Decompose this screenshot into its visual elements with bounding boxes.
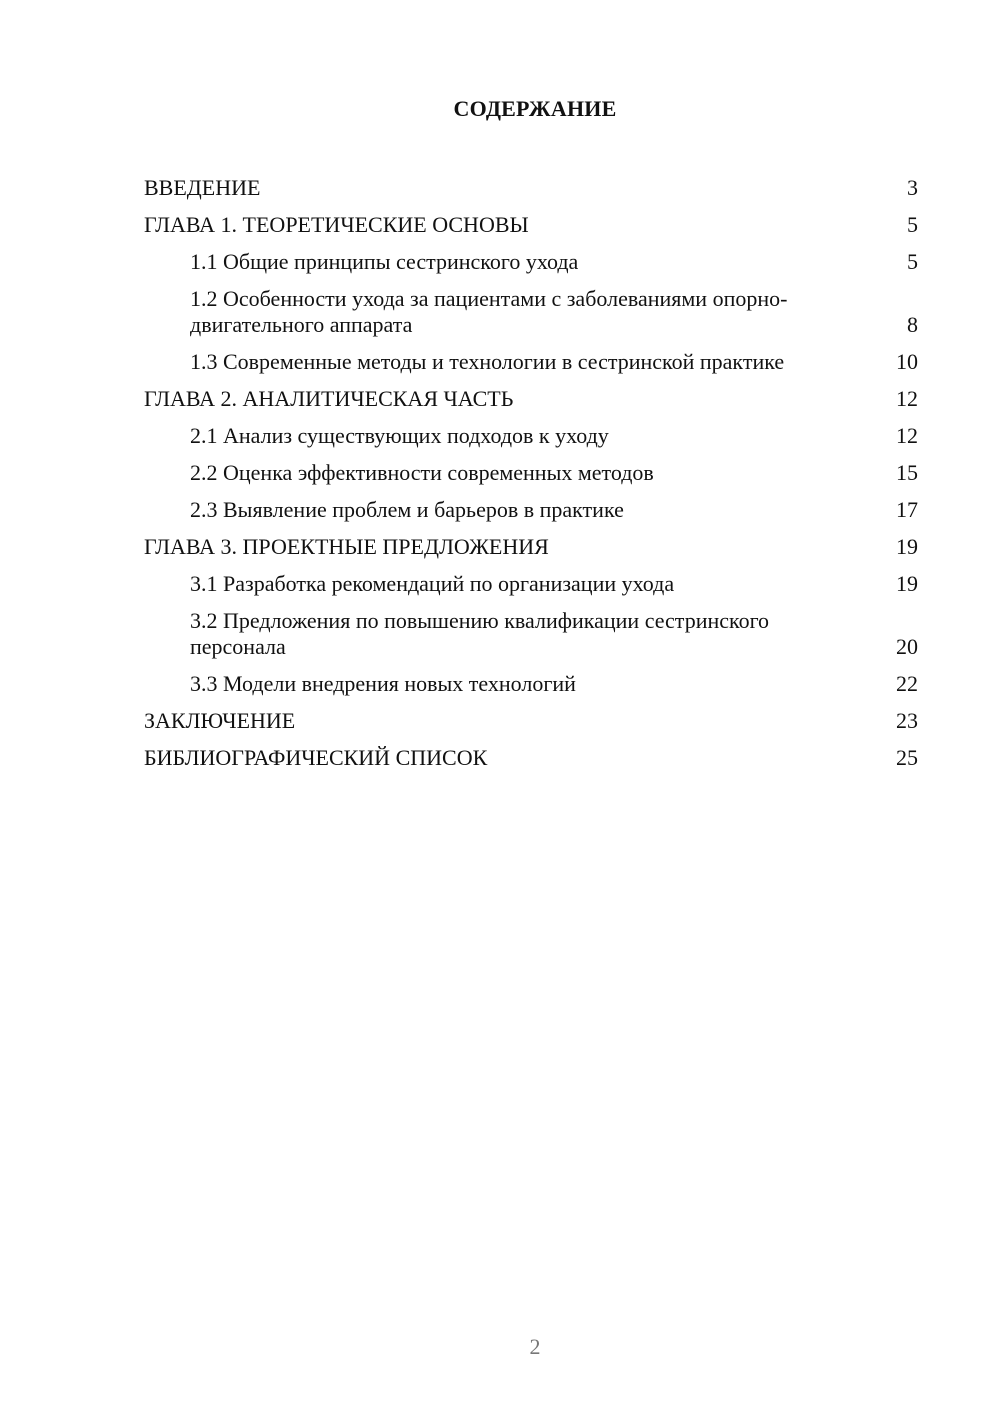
toc-entry-label: 2.1 Анализ существующих подходов к уходу xyxy=(190,423,609,448)
toc-entry-section-3-3 xyxy=(144,666,918,703)
toc-entry-label: 3.2 Предложения по повышению квалификации сестринского персонала xyxy=(190,608,770,659)
toc-entry-chapter-2 xyxy=(144,381,918,418)
toc-entry-label: 1.3 Современные методы и технологии в сестринской практике xyxy=(190,349,785,374)
toc-entry-page: 20 xyxy=(896,634,918,659)
toc-entry-page: 22 xyxy=(896,671,918,696)
toc-entry-section-2-1 xyxy=(144,418,918,455)
toc-entry-label: 2.2 Оценка эффективности современных методов xyxy=(190,460,654,485)
toc-entry-label: 1.2 Особенности ухода за пациентами с заболеваниями опорно-двигательного аппарата xyxy=(190,286,788,337)
toc-entry-page: 5 xyxy=(907,249,918,274)
toc-entry-label: БИБЛИОГРАФИЧЕСКИЙ СПИСОК xyxy=(144,745,488,770)
page-number: 2 xyxy=(529,1334,541,1359)
toc-entry-page: 19 xyxy=(896,534,918,559)
toc-entry-page: 12 xyxy=(896,423,918,448)
toc-list xyxy=(144,170,918,777)
toc-entry-section-2-3 xyxy=(144,492,918,529)
toc-entry-label: 1.1 Общие принципы сестринского ухода xyxy=(190,249,579,274)
toc-entry-chapter-3 xyxy=(144,529,918,566)
toc-entry-section-3-2 xyxy=(144,603,918,666)
toc-entry-section-1-1 xyxy=(144,244,918,281)
toc-entry-page: 17 xyxy=(896,497,918,522)
toc-entry-section-2-2 xyxy=(144,455,918,492)
toc-entry-section-1-2 xyxy=(144,281,918,344)
toc-entry-label: 3.1 Разработка рекомендаций по организации ухода xyxy=(190,571,675,596)
toc-entry-section-3-1 xyxy=(144,566,918,603)
toc-entry-label: ВВЕДЕНИЕ xyxy=(144,175,261,200)
toc-entry-page: 25 xyxy=(896,745,918,770)
toc-entry-label: 2.3 Выявление проблем и барьеров в практике xyxy=(190,497,624,522)
toc-title: СОДЕРЖАНИЕ xyxy=(453,96,617,121)
toc-entry-section-1-3 xyxy=(144,344,918,381)
toc-entry-page: 19 xyxy=(896,571,918,596)
toc-entry-page: 23 xyxy=(896,708,918,733)
toc-entry-introduction xyxy=(144,170,918,207)
toc-entry-page: 8 xyxy=(907,312,918,337)
toc-entry-bibliography xyxy=(144,740,918,777)
toc-entry-chapter-1 xyxy=(144,207,918,244)
toc-entry-label: 3.3 Модели внедрения новых технологий xyxy=(190,671,576,696)
toc-entry-label: ГЛАВА 2. АНАЛИТИЧЕСКАЯ ЧАСТЬ xyxy=(144,386,514,411)
toc-entry-page: 12 xyxy=(896,386,918,411)
toc-entry-label: ГЛАВА 3. ПРОЕКТНЫЕ ПРЕДЛОЖЕНИЯ xyxy=(144,534,549,559)
toc-entry-page: 5 xyxy=(907,212,918,237)
toc-entry-label: ЗАКЛЮЧЕНИЕ xyxy=(144,708,296,733)
toc-entry-conclusion xyxy=(144,703,918,740)
toc-entry-page: 3 xyxy=(907,175,918,200)
toc-entry-page: 10 xyxy=(896,349,918,374)
toc-entry-page: 15 xyxy=(896,460,918,485)
toc-entry-label: ГЛАВА 1. ТЕОРЕТИЧЕСКИЕ ОСНОВЫ xyxy=(144,212,529,237)
